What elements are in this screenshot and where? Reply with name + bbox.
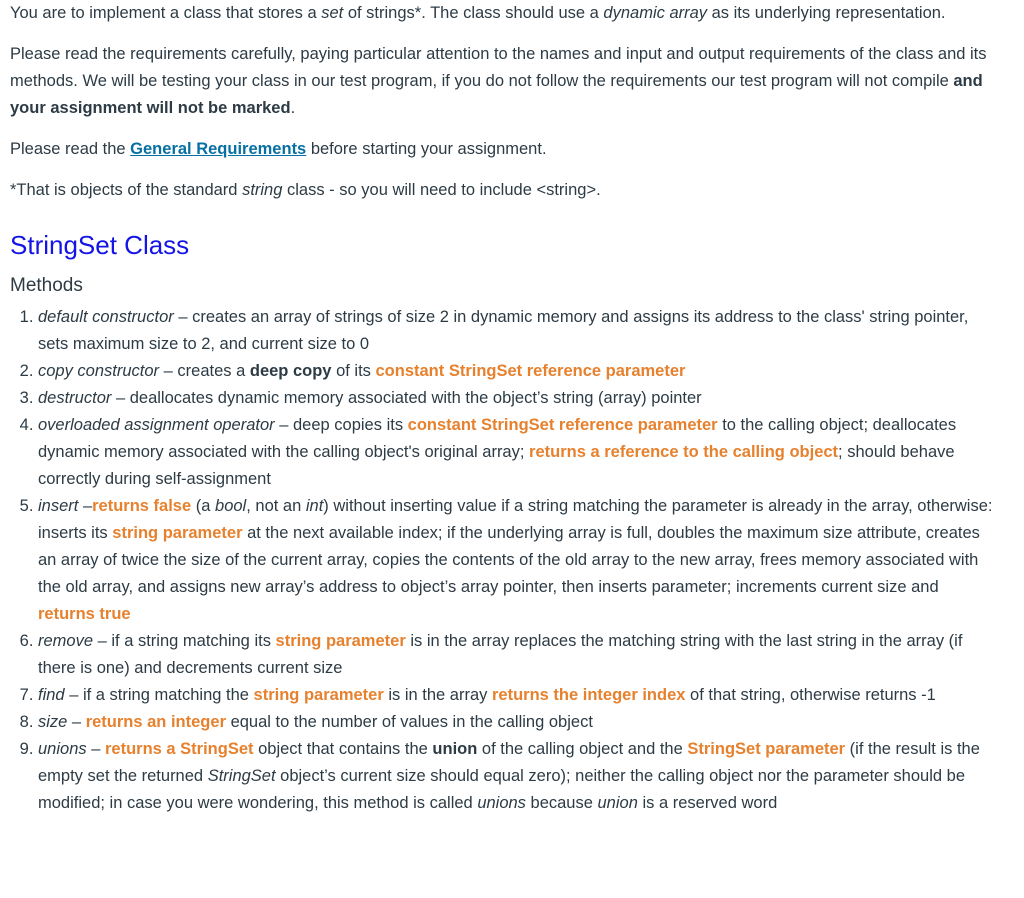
intro-paragraph-3: Please read the General Requirements before starting your assignment. [10, 140, 547, 158]
method-item-remove: 6. remove – if a string matching its string parameter is in the array replaces the matching string with the last string in the array (if there is one) and decrements current size [38, 628, 996, 682]
method-item-default-constructor: 1. default constructor – creates an array of strings of size 2 in dynamic memory and assigns its address to the class' string pointer, sets maximum size to 2, and current size to 0 [38, 304, 996, 358]
method-item-find: 7. find – if a string matching the string parameter is in the array returns the integer index of that string, otherwise returns -1 [38, 682, 996, 709]
method-item-copy-constructor: 2. copy constructor – creates a deep copy of its constant StringSet reference parameter [38, 358, 996, 385]
general-requirements-link[interactable]: General Requirements [130, 140, 307, 158]
intro-paragraph-2: Please read the requirements carefully, paying particular attention to the names and input and output requirements of the class and its methods. We will be testing your class in our test program, if you do not follow the requirements our test program will not compile and your assignment will not be marked. [10, 45, 987, 117]
intro-paragraph-1: You are to implement a class that stores a set of strings*. The class should use a dynamic array as its underlying representation. [10, 4, 946, 22]
methods-list [10, 304, 996, 817]
method-item-size: 8. size – returns an integer equal to the number of values in the calling object [38, 709, 996, 736]
method-item-unions: 9. unions – returns a StringSet object that contains the union of the calling object and the StringSet parameter (if the result is the empty set the returned StringSet object’s current size should equal zero); neither the calling object nor the parameter should be modified; in case you were wondering, this method is called unions because union is a reserved word [38, 736, 996, 817]
intro-footnote: *That is objects of the standard string class - so you will need to include <string>. [10, 181, 601, 199]
method-item-insert: 5. insert –returns false (a bool, not an int) without inserting value if a string matching the parameter is already in the array, otherwise: inserts its string parameter at the next available index; if the underlying array is full, doubles the maximum size attribute, creates an array of twice the size of the current array, copies the contents of the old array to the new array, frees memory associated with the old array, and assigns new array’s address to object’s array pointer, then inserts parameter; increments current size and returns true [38, 493, 996, 628]
methods-heading: Methods [10, 275, 83, 296]
method-item-destructor: 3. destructor – deallocates dynamic memory associated with the object’s string (array) pointer [38, 385, 996, 412]
class-heading: StringSet Class [10, 230, 190, 260]
method-item-assignment-operator: 4. overloaded assignment operator – deep copies its constant StringSet reference parameter to the calling object; deallocates dynamic memory associated with the calling object's original array; returns a reference to the calling object; should behave correctly during self-assignment [38, 412, 996, 493]
